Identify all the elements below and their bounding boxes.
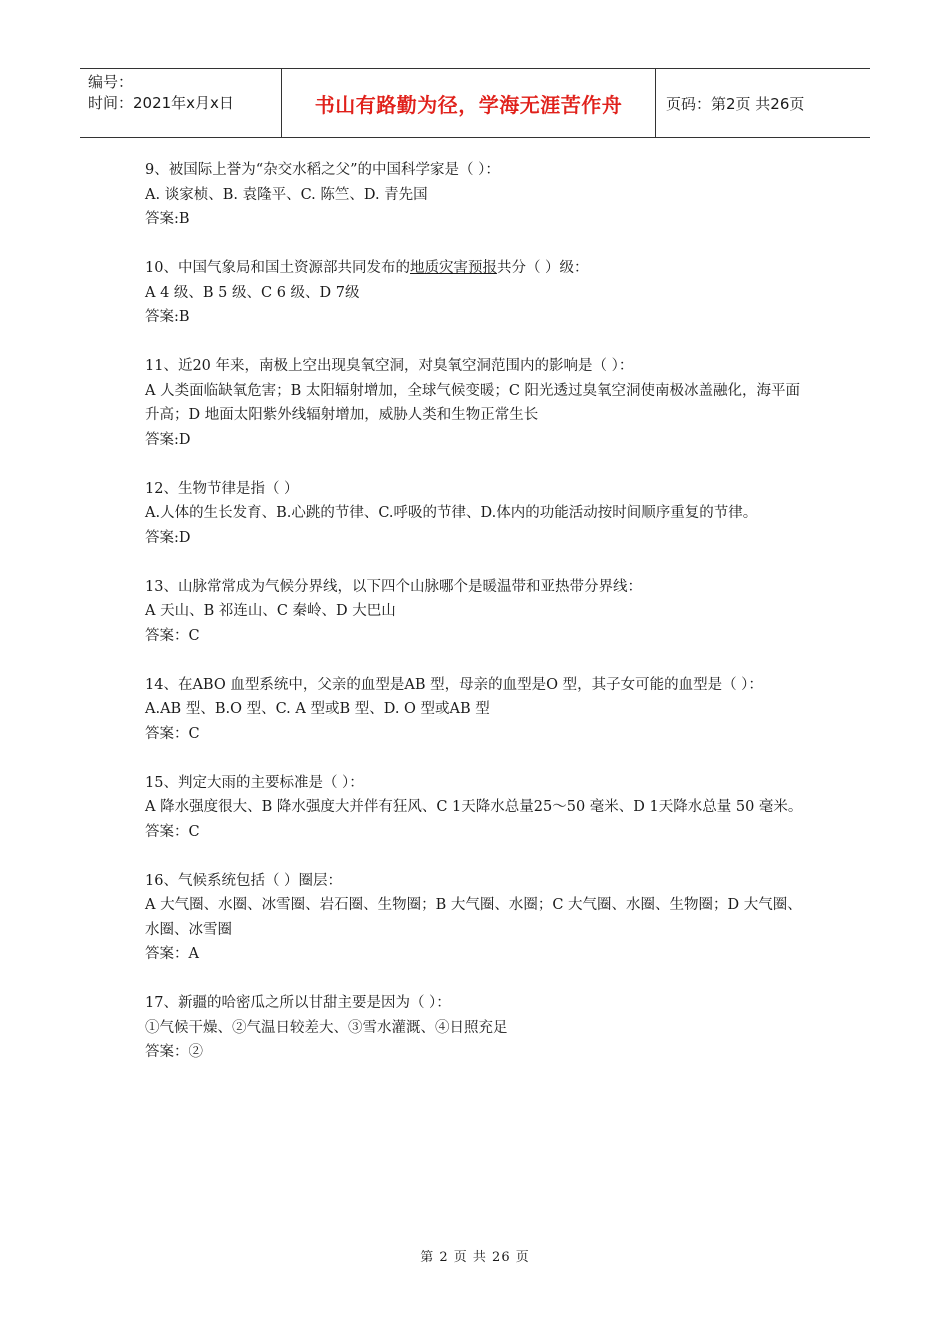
header-page-info-cell (656, 69, 870, 137)
question-text: 16、气候系统包括（ ）圈层： (145, 872, 343, 889)
header-motto: 书山有路勤为径，学海无涯苦作舟 (314, 92, 623, 117)
page-footer: 第 2 页 共 26 页 (420, 1250, 530, 1265)
question-9 (145, 158, 807, 232)
question-options: A 大气圈、水圈、冰雪圈、岩石圈、生物圈；B 大气圈、水圈；C 大气圈、水圈、生物圈；D 大气圈、水圈、冰雪圈 (145, 897, 802, 938)
question-12 (145, 477, 807, 551)
header-page-info: 页码：第2页 共26页 (666, 94, 805, 113)
question-11 (145, 354, 807, 452)
question-text: 14、在ABO 血型系统中，父亲的血型是AB 型，母亲的血型是O 型，其子女可能的血型是（ ）： (145, 676, 763, 693)
question-17 (145, 991, 807, 1065)
question-answer: 答案:B (145, 211, 190, 227)
question-16 (145, 869, 807, 967)
question-14 (145, 673, 807, 747)
question-text: 12、生物节律是指（ ） (145, 480, 299, 497)
question-options: ①气候干燥、②气温日较差大、③雪水灌溉、④日照充足 (145, 1019, 508, 1036)
question-options: A 4 级、B 5 级、C 6 级、D 7级 (145, 284, 360, 301)
header-motto-cell (282, 69, 656, 137)
question-10 (145, 256, 807, 330)
question-text: 13、山脉常常成为气候分界线，以下四个山脉哪个是暖温带和亚热带分界线： (145, 578, 642, 595)
question-13 (145, 575, 807, 649)
question-options: A.人体的生长发育、B.心跳的节律、C.呼吸的节律、D.体内的功能活动按时间顺序重复的节律。 (145, 505, 758, 521)
question-options: A.AB 型、B.O 型、C. A 型或B 型、D. O 型或AB 型 (145, 701, 490, 717)
question-answer: 答案：C (145, 725, 200, 742)
doc-time-label: 时间：2021年x月x日 (88, 94, 234, 112)
question-answer: 答案:B (145, 309, 190, 325)
question-answer: 答案:D (145, 529, 191, 546)
question-answer: 答案：C (145, 823, 200, 840)
question-text (145, 256, 807, 281)
question-text: 15、判定大雨的主要标准是（ ）： (145, 774, 364, 791)
question-answer: 答案:D (145, 431, 191, 448)
question-text: 17、新疆的哈密瓜之所以甘甜主要是因为（ ）： (145, 995, 451, 1011)
question-text-pre: 10、中国气象局和国土资源部共同发布的 (145, 260, 410, 276)
question-list (145, 158, 807, 1089)
question-options: A 天山、B 祁连山、C 秦岭、D 大巴山 (145, 603, 396, 619)
geologic-hazard-forecast-link[interactable]: 地质灾害预报 (409, 260, 497, 276)
question-answer: 答案：C (145, 627, 200, 644)
question-options: A 人类面临缺氧危害；B 太阳辐射增加，全球气候变暖；C 阳光透过臭氧空洞使南极冰盖融化，海平面升高；D 地面太阳紫外线辐射增加，威胁人类和生物正常生长 (145, 382, 801, 423)
doc-number-label: 编号： (88, 73, 134, 91)
question-text-post: 共分（ ）级： (496, 260, 589, 276)
question-text: 9、被国际上誉为“杂交水稻之父”的中国科学家是（ ）： (145, 162, 500, 178)
question-options: A. 谈家桢、B. 袁隆平、C. 陈竺、D. 青先国 (145, 186, 428, 203)
question-text: 11、近20 年来，南极上空出现臭氧空洞，对臭氧空洞范围内的影响是（ ）： (145, 358, 634, 374)
question-answer: 答案：② (145, 1044, 203, 1060)
question-15 (145, 771, 807, 845)
question-answer: 答案：A (145, 946, 199, 962)
question-options: A 降水强度很大、B 降水强度大并伴有狂风、C 1天降水总量25～50 毫米、D 1天降水总量 50 毫米。 (145, 799, 803, 815)
header-meta (80, 69, 282, 137)
page-header (80, 68, 870, 138)
